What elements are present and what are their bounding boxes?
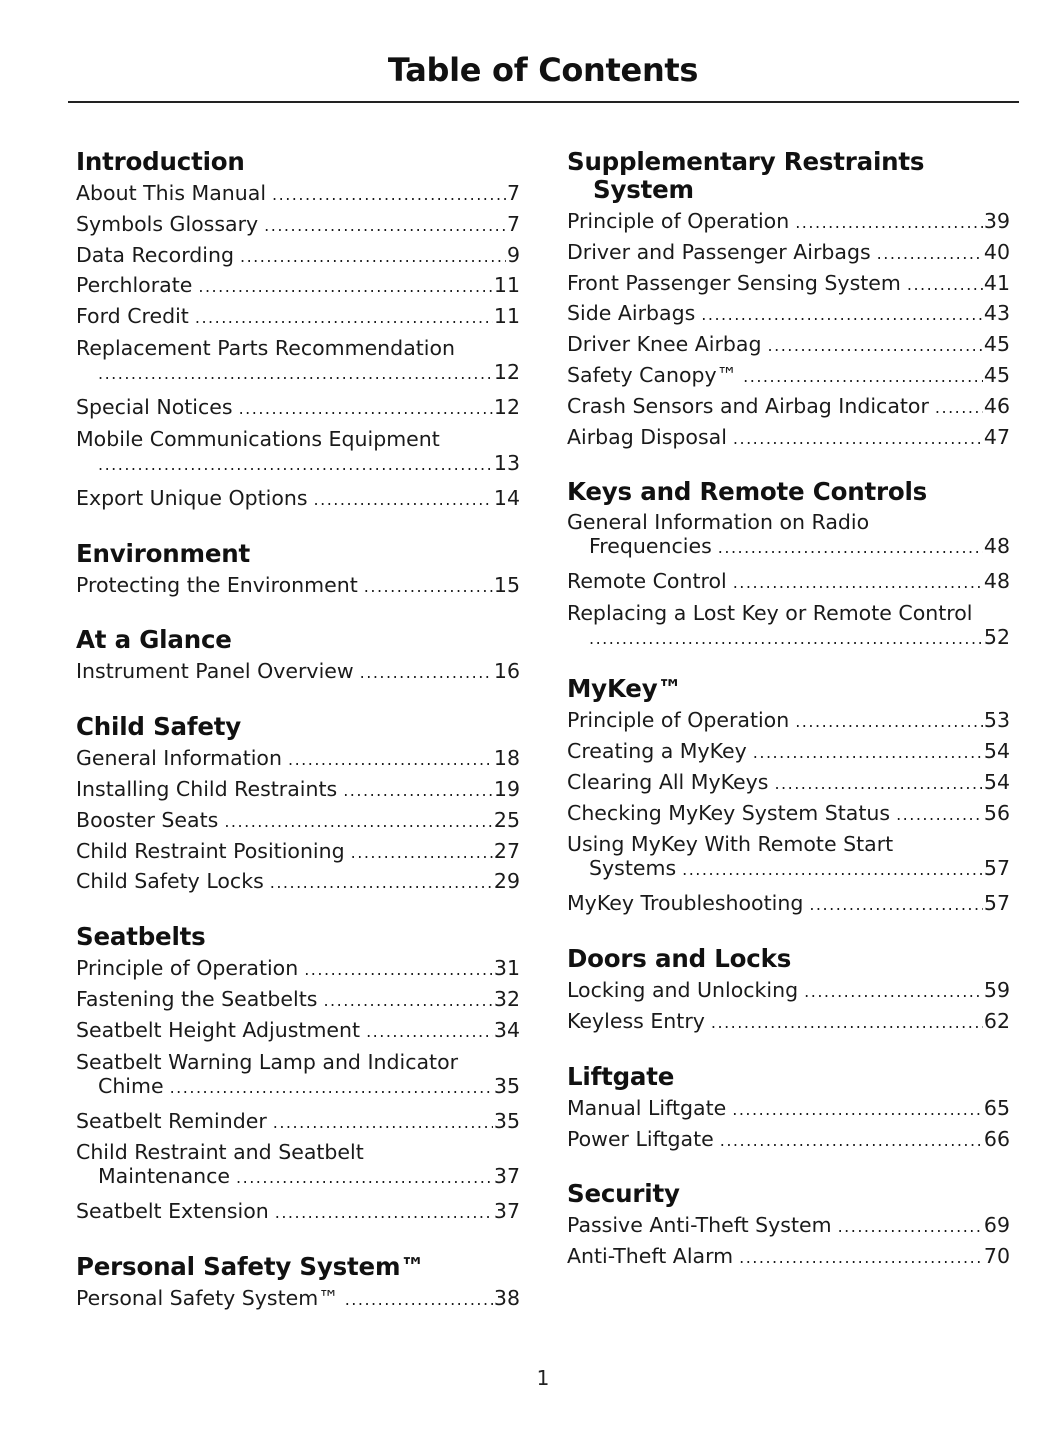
toc-entry-title: Passive Anti-Theft System (567, 1213, 832, 1238)
dot-leader (304, 955, 493, 985)
section-heading-text: Introduction (76, 147, 245, 176)
dot-leader (195, 303, 493, 333)
toc-entry-page: 70 (983, 1244, 1010, 1269)
toc-entry-title: Keyless Entry (567, 1008, 705, 1033)
toc-entry-title: Replacing a Lost Key or Remote Control (567, 601, 973, 626)
dot-leader (896, 800, 983, 830)
toc-entry[interactable] (76, 657, 520, 688)
toc-entry-title: Safety Canopy™ (567, 362, 738, 387)
toc-entry-title: Driver Knee Airbag (567, 332, 762, 357)
toc-entry-title: Anti-Theft Alarm (567, 1244, 734, 1269)
section-heading-text: At a Glance (76, 625, 232, 655)
toc-entry-page: 62 (983, 1008, 1010, 1033)
toc-entry-title: Clearing All MyKeys (567, 769, 769, 794)
toc-entry-page: 39 (983, 209, 1010, 233)
dot-leader (224, 807, 493, 837)
toc-entry-page: 40 (983, 239, 1010, 264)
toc-entry[interactable] (76, 867, 520, 898)
dot-leader (170, 1077, 493, 1099)
section-heading (76, 540, 520, 568)
toc-entry[interactable] (567, 768, 1010, 799)
toc-entry-title: Power Liftgate (567, 1126, 714, 1151)
toc-entry[interactable] (567, 889, 1010, 920)
toc-entry-title: Mobile Communications Equipment (76, 426, 440, 451)
section-heading-text: Liftgate (567, 1061, 675, 1091)
toc-entry[interactable] (567, 831, 1010, 881)
toc-entry-page: 35 (493, 1073, 520, 1098)
dot-leader (98, 454, 493, 476)
toc-entry[interactable] (567, 207, 1010, 238)
toc-entry-page: 56 (983, 800, 1010, 825)
toc-entry[interactable] (567, 1125, 1010, 1156)
toc-entry-page: 32 (493, 986, 520, 1011)
toc-section-supplementary-restraints (567, 148, 1010, 453)
toc-section-child-safety (76, 713, 520, 898)
toc-entry-page: 57 (983, 891, 1010, 916)
dot-leader (288, 745, 493, 775)
section-heading-text: Seatbelts (76, 922, 206, 952)
dot-leader (240, 242, 506, 272)
toc-entry-page: 14 (493, 485, 520, 510)
toc-section-doors-and-locks (567, 945, 1010, 1038)
toc-entry-page: 7 (506, 211, 520, 236)
dot-leader (345, 1285, 493, 1315)
toc-entry-title: Seatbelt Warning Lamp and Indicator (76, 1049, 459, 1074)
toc-section-keys-and-remote-controls (567, 478, 1010, 650)
toc-entry[interactable] (567, 706, 1010, 737)
section-heading-text: Environment (76, 538, 251, 568)
toc-entry-title-continuation: Chime (98, 1073, 164, 1098)
toc-entry-page: 53 (983, 708, 1010, 733)
toc-entry[interactable] (76, 806, 520, 837)
toc-entry-title: Airbag Disposal (567, 424, 727, 449)
toc-entry[interactable] (76, 744, 520, 775)
toc-entry[interactable] (567, 1094, 1010, 1125)
toc-entry-page: 69 (983, 1213, 1010, 1238)
toc-entry-title: Installing Child Restraints (76, 776, 338, 801)
title-divider (68, 101, 1019, 103)
dot-leader (743, 362, 983, 392)
page-number: 1 (536, 1366, 550, 1390)
dot-leader (98, 363, 493, 385)
toc-entry-title: General Information on Radio (567, 510, 870, 535)
toc-entry-page: 19 (493, 776, 520, 801)
dot-leader (264, 211, 506, 241)
toc-section-environment (76, 540, 520, 602)
toc-entry[interactable] (76, 302, 520, 333)
dot-leader (270, 868, 493, 898)
toc-entry[interactable] (567, 392, 1010, 423)
toc-entry[interactable] (76, 426, 520, 476)
toc-entry[interactable] (76, 985, 520, 1016)
toc-entry[interactable] (567, 330, 1010, 361)
toc-entry-page: 35 (493, 1108, 520, 1133)
toc-entry[interactable] (76, 335, 520, 385)
toc-entry-title: Instrument Panel Overview (76, 659, 354, 684)
toc-entry[interactable] (76, 775, 520, 806)
section-heading-text: Supplementary Restraints (567, 147, 925, 176)
dot-leader (838, 1212, 983, 1242)
toc-entry-title: Creating a MyKey (567, 738, 747, 763)
toc-entry-page: 48 (983, 534, 1010, 559)
toc-entry[interactable] (567, 567, 1010, 598)
dot-leader (275, 1198, 493, 1228)
dot-leader (323, 986, 492, 1016)
section-heading (567, 675, 1010, 703)
toc-entry[interactable] (76, 1197, 520, 1228)
toc-entry-title: Using MyKey With Remote Start (567, 832, 894, 857)
section-heading (567, 478, 1010, 506)
toc-entry-title: About This Manual (76, 181, 267, 205)
toc-entry[interactable] (567, 1211, 1010, 1242)
section-heading (76, 148, 520, 176)
toc-entry[interactable] (76, 241, 520, 272)
toc-entry-title: Ford Credit (76, 304, 189, 329)
toc-entry-title: Export Unique Options (76, 485, 308, 510)
section-heading-text: Keys and Remote Controls (567, 477, 928, 507)
dot-leader (711, 1008, 983, 1038)
section-heading-continuation: System (593, 175, 694, 204)
dot-leader (364, 572, 493, 602)
toc-entry-page: 52 (983, 625, 1010, 650)
toc-entry[interactable] (567, 1242, 1010, 1273)
toc-entry-title: Checking MyKey System Status (567, 800, 891, 825)
toc-entry[interactable] (76, 954, 520, 985)
section-heading (567, 945, 1010, 973)
dot-leader (753, 738, 983, 768)
toc-entry[interactable] (76, 1016, 520, 1047)
toc-entry-title: Seatbelt Extension (76, 1199, 269, 1224)
dot-leader (774, 769, 982, 799)
section-heading-text: Doors and Locks (567, 944, 792, 974)
toc-entry-title: Principle of Operation (76, 956, 299, 981)
section-heading-text: Child Safety (76, 712, 242, 742)
dot-leader (720, 1126, 983, 1156)
dot-leader (795, 707, 983, 737)
toc-entry[interactable] (567, 737, 1010, 768)
toc-entry-title: Child Restraint Positioning (76, 838, 345, 863)
toc-right-column (567, 148, 1010, 1298)
toc-entry-page: 41 (983, 270, 1010, 295)
toc-entry[interactable] (567, 238, 1010, 269)
toc-entry-title: Protecting the Environment (76, 572, 358, 597)
toc-entry-page: 38 (493, 1286, 520, 1311)
toc-entry[interactable] (76, 1049, 520, 1099)
dot-leader (739, 1243, 983, 1273)
toc-section-personal-safety-system (76, 1253, 520, 1315)
dot-leader (366, 1017, 493, 1047)
dot-leader (314, 485, 493, 515)
section-heading (76, 713, 520, 741)
toc-entry[interactable] (567, 423, 1010, 454)
toc-entry[interactable] (76, 571, 520, 602)
toc-entry-page: 37 (493, 1199, 520, 1224)
section-heading-text: Security (567, 1179, 680, 1209)
toc-entry-title-continuation: Frequencies (589, 534, 712, 559)
toc-entry-title: Front Passenger Sensing System (567, 270, 901, 295)
toc-entry-page: 11 (493, 273, 520, 298)
toc-entry[interactable] (76, 484, 520, 515)
toc-entry-page: 46 (983, 393, 1010, 418)
toc-section-security (567, 1180, 1010, 1273)
section-heading-text: MyKey™ (567, 674, 682, 704)
toc-section-seatbelts (76, 923, 520, 1228)
toc-entry-title: Remote Control (567, 569, 727, 594)
toc-entry[interactable] (567, 361, 1010, 392)
dot-leader (351, 838, 493, 868)
toc-entry-title: Special Notices (76, 394, 233, 419)
toc-entry-page: 27 (493, 838, 520, 863)
section-heading (567, 148, 1010, 204)
dot-leader (701, 300, 983, 330)
toc-entry-page: 16 (493, 659, 520, 684)
dot-leader (682, 859, 983, 881)
toc-entry[interactable] (567, 509, 1010, 559)
toc-entry-page: 54 (983, 769, 1010, 794)
dot-leader (733, 424, 983, 454)
toc-entry-page: 59 (983, 978, 1010, 1003)
toc-entry-page: 9 (506, 242, 520, 267)
dot-leader (343, 776, 493, 806)
toc-entry[interactable] (76, 1107, 520, 1138)
dot-leader (804, 977, 983, 1007)
page-title: Table of Contents (387, 51, 699, 89)
toc-entry-page: 45 (983, 362, 1010, 387)
dot-leader (718, 537, 983, 559)
toc-entry-page: 12 (493, 394, 520, 419)
toc-entry-page: 15 (493, 572, 520, 597)
toc-entry-page: 12 (493, 359, 520, 384)
toc-entry[interactable] (76, 1284, 520, 1315)
section-heading (567, 1180, 1010, 1208)
toc-entry[interactable] (76, 393, 520, 424)
toc-entry-title: Seatbelt Height Adjustment (76, 1017, 361, 1042)
dot-leader (360, 658, 493, 688)
toc-entry-title: Crash Sensors and Airbag Indicator (567, 393, 929, 418)
toc-entry-title: Manual Liftgate (567, 1095, 727, 1120)
dot-leader (768, 331, 983, 361)
toc-section-liftgate (567, 1063, 1010, 1156)
toc-entry-page: 34 (493, 1017, 520, 1042)
section-heading (76, 923, 520, 951)
toc-entry[interactable] (567, 799, 1010, 830)
toc-entry-page: 48 (983, 569, 1010, 594)
toc-entry-title: Principle of Operation (567, 708, 790, 733)
dot-leader (809, 890, 983, 920)
toc-entry-title: Child Restraint and Seatbelt (76, 1140, 364, 1165)
toc-entry-title: Replacement Parts Recommendation (76, 335, 456, 360)
toc-entry-title: Fastening the Seatbelts (76, 986, 318, 1011)
toc-entry-title: Seatbelt Reminder (76, 1108, 267, 1133)
dot-leader (732, 1095, 983, 1125)
toc-entry-page: 65 (983, 1095, 1010, 1120)
toc-section-mykey (567, 675, 1010, 920)
toc-entry-title: Perchlorate (76, 273, 193, 298)
toc-entry[interactable] (76, 837, 520, 868)
toc-left-column (76, 148, 520, 1340)
dot-leader (236, 1167, 493, 1189)
toc-entry-page: 13 (493, 450, 520, 475)
toc-entry-title: MyKey Troubleshooting (567, 891, 804, 916)
toc-entry-page: 54 (983, 738, 1010, 763)
toc-entry-title: Locking and Unlocking (567, 978, 799, 1003)
toc-entry-title: Booster Seats (76, 807, 219, 832)
dot-leader (273, 1108, 493, 1138)
toc-entry-title-continuation: Systems (589, 856, 677, 881)
toc-entry[interactable] (76, 179, 520, 210)
toc-entry-page: 18 (493, 746, 520, 771)
toc-entry-page: 66 (983, 1126, 1010, 1151)
dot-leader (239, 394, 493, 424)
toc-section-at-a-glance (76, 626, 520, 688)
section-heading (76, 626, 520, 654)
toc-entry[interactable] (567, 976, 1010, 1007)
toc-entry-page: 7 (506, 181, 520, 205)
toc-entry[interactable] (567, 269, 1010, 300)
dot-leader (733, 568, 983, 598)
dot-leader (907, 270, 983, 300)
toc-entry-page: 47 (983, 424, 1010, 449)
section-heading (76, 1253, 520, 1281)
toc-entry-page: 43 (983, 301, 1010, 326)
toc-entry-title: Side Airbags (567, 301, 696, 326)
toc-entry-title-continuation: Maintenance (98, 1164, 231, 1189)
toc-entry-title: Principle of Operation (567, 209, 790, 233)
dot-leader (589, 628, 983, 650)
toc-entry-title: Driver and Passenger Airbags (567, 239, 871, 264)
toc-entry-page: 57 (983, 856, 1010, 881)
toc-entry-page: 31 (493, 956, 520, 981)
toc-entry-title: General Information (76, 746, 282, 771)
toc-entry[interactable] (567, 299, 1010, 330)
section-heading (567, 1063, 1010, 1091)
toc-entry-title: Symbols Glossary (76, 211, 259, 236)
toc-entry-title: Data Recording (76, 242, 234, 267)
dot-leader (272, 180, 506, 210)
dot-leader (198, 272, 493, 302)
toc-entry-page: 37 (493, 1164, 520, 1189)
toc-entry-title: Personal Safety System™ (76, 1286, 339, 1311)
section-heading-text: Personal Safety System™ (76, 1252, 425, 1282)
dot-leader (795, 208, 983, 238)
toc-entry[interactable] (76, 1139, 520, 1189)
toc-entry-title: Child Safety Locks (76, 869, 264, 894)
toc-entry[interactable] (567, 600, 1010, 650)
dot-leader (935, 393, 983, 423)
toc-entry-page: 45 (983, 332, 1010, 357)
toc-section-introduction (76, 148, 520, 515)
toc-entry-page: 29 (493, 869, 520, 894)
toc-entry[interactable] (567, 1007, 1010, 1038)
toc-entry-page: 25 (493, 807, 520, 832)
toc-entry[interactable] (76, 271, 520, 302)
toc-entry[interactable] (76, 210, 520, 241)
dot-leader (877, 239, 983, 269)
toc-entry-page: 11 (493, 304, 520, 329)
